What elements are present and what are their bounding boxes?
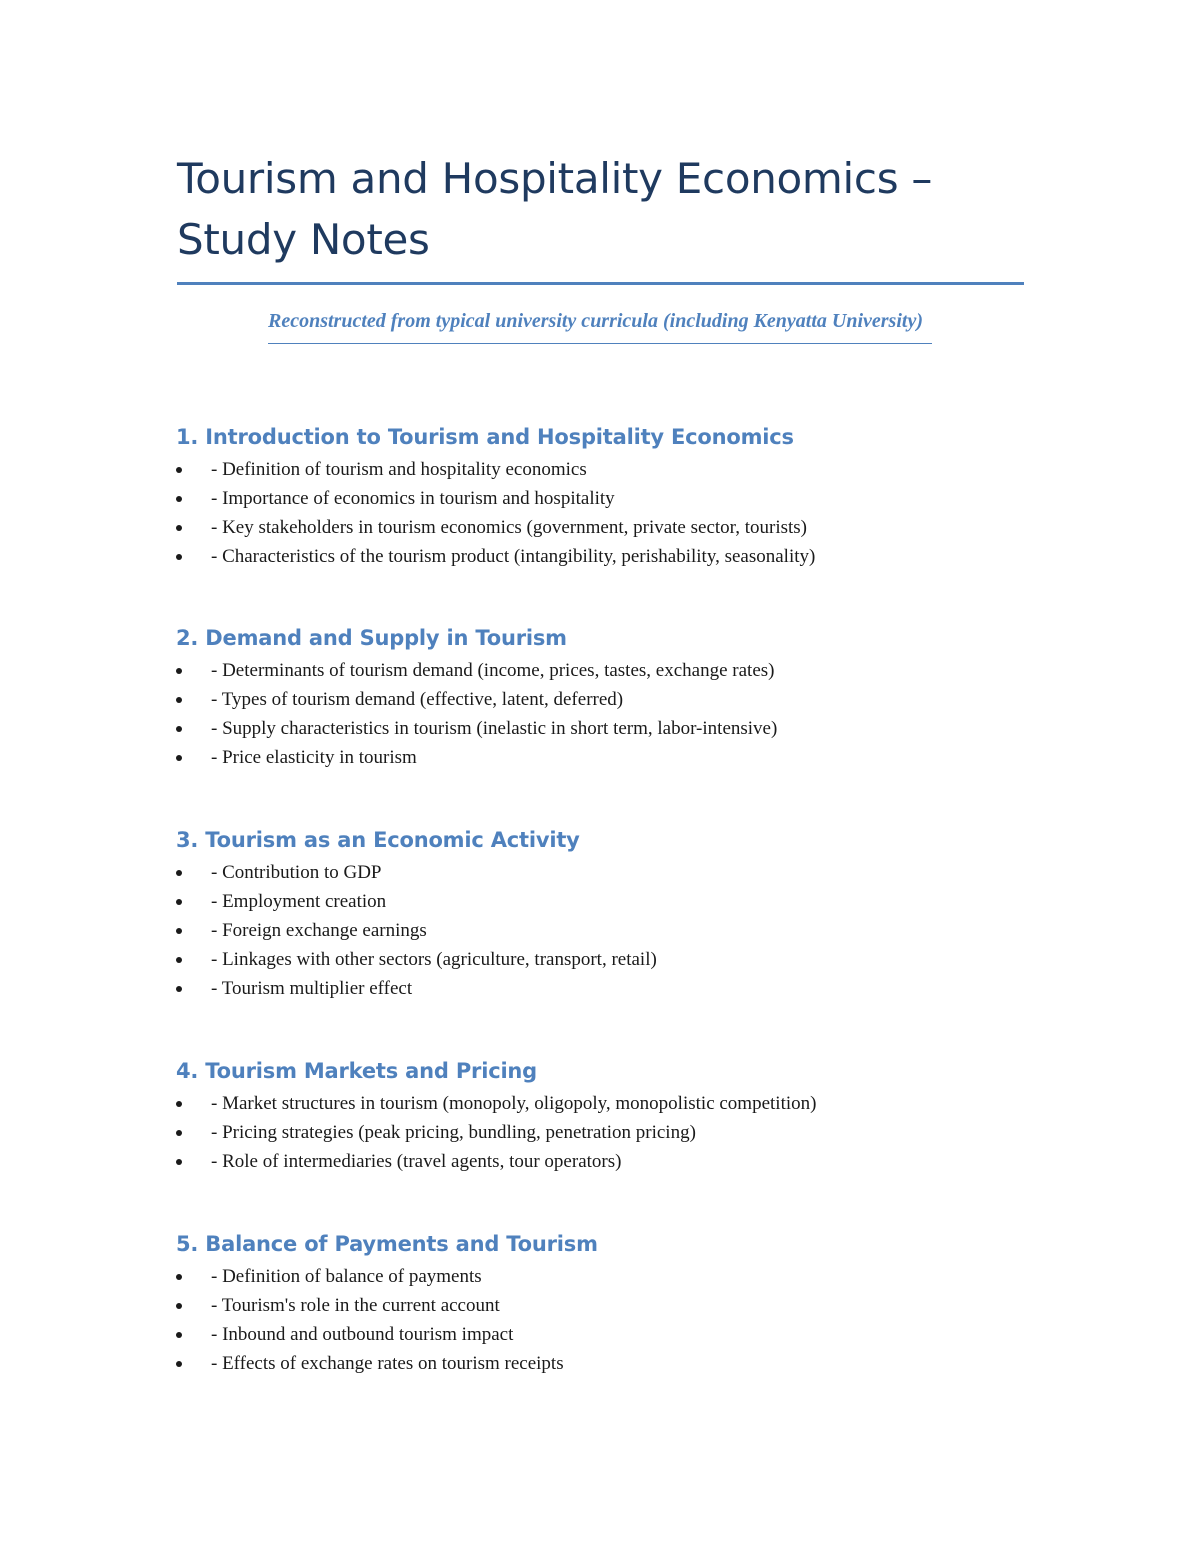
list-item bbox=[176, 714, 1036, 743]
list-item-text: - Role of intermediaries (travel agents, tour operators) bbox=[211, 1151, 622, 1172]
list-item bbox=[176, 1320, 1036, 1349]
document-title bbox=[177, 148, 1024, 270]
list-item bbox=[176, 484, 1036, 513]
list-item-text: - Foreign exchange earnings bbox=[211, 920, 427, 941]
bullet-icon bbox=[176, 467, 182, 473]
title-block bbox=[177, 148, 1024, 285]
list-item bbox=[176, 685, 1036, 714]
bullet-icon bbox=[176, 1274, 182, 1280]
section-demand-supply bbox=[176, 624, 1036, 772]
section-markets-pricing bbox=[176, 1057, 1036, 1176]
bullet-icon bbox=[176, 928, 182, 934]
bullet-icon bbox=[176, 525, 182, 531]
list-item-text: - Types of tourism demand (effective, latent, deferred) bbox=[211, 689, 624, 710]
subtitle-block bbox=[268, 307, 932, 344]
bullet-icon bbox=[176, 1361, 182, 1367]
list-item-text: - Characteristics of the tourism product (intangibility, perishability, seasonality) bbox=[211, 546, 816, 567]
bullet-icon bbox=[176, 1101, 182, 1107]
list-item bbox=[176, 1147, 1036, 1176]
bullet-icon bbox=[176, 496, 182, 502]
list-item bbox=[176, 858, 1036, 887]
document-subtitle: Reconstructed from typical university curricula (including Kenyatta University) bbox=[268, 310, 923, 332]
list-item-text: - Key stakeholders in tourism economics (government, private sector, tourists) bbox=[211, 517, 808, 538]
list-item bbox=[176, 1262, 1036, 1291]
section-heading: 1. Introduction to Tourism and Hospitality Economics bbox=[176, 425, 794, 449]
list-item-text: - Effects of exchange rates on tourism receipts bbox=[211, 1353, 564, 1374]
bullet-icon bbox=[176, 726, 182, 732]
list-item bbox=[176, 656, 1036, 685]
bullet-icon bbox=[176, 870, 182, 876]
subtitle-divider bbox=[268, 343, 932, 344]
bullet-list bbox=[176, 858, 1036, 1003]
bullet-list bbox=[176, 1262, 1036, 1378]
bullet-icon bbox=[176, 697, 182, 703]
list-item-text: - Importance of economics in tourism and hospitality bbox=[211, 488, 615, 509]
section-heading: 3. Tourism as an Economic Activity bbox=[176, 828, 580, 852]
list-item bbox=[176, 916, 1036, 945]
list-item-text: - Market structures in tourism (monopoly, oligopoly, monopolistic competition) bbox=[211, 1093, 817, 1114]
list-item bbox=[176, 455, 1036, 484]
bullet-icon bbox=[176, 668, 182, 674]
bullet-icon bbox=[176, 554, 182, 560]
list-item bbox=[176, 743, 1036, 772]
list-item bbox=[176, 974, 1036, 1003]
bullet-list bbox=[176, 656, 1036, 772]
section-introduction bbox=[176, 423, 1036, 571]
list-item-text: - Tourism multiplier effect bbox=[211, 978, 413, 999]
section-heading: 2. Demand and Supply in Tourism bbox=[176, 626, 567, 650]
list-item bbox=[176, 1089, 1036, 1118]
list-item-text: - Definition of balance of payments bbox=[211, 1266, 482, 1287]
list-item-text: - Pricing strategies (peak pricing, bundling, penetration pricing) bbox=[211, 1122, 696, 1143]
list-item bbox=[176, 513, 1036, 542]
bullet-icon bbox=[176, 755, 182, 761]
list-item bbox=[176, 542, 1036, 571]
bullet-icon bbox=[176, 1332, 182, 1338]
bullet-icon bbox=[176, 1130, 182, 1136]
bullet-list bbox=[176, 1089, 1036, 1176]
bullet-icon bbox=[176, 1159, 182, 1165]
list-item bbox=[176, 1349, 1036, 1378]
document-title-line-1: Tourism and Hospitality Economics – bbox=[177, 154, 933, 203]
section-heading: 4. Tourism Markets and Pricing bbox=[176, 1059, 538, 1083]
section-heading: 5. Balance of Payments and Tourism bbox=[176, 1232, 598, 1256]
bullet-icon bbox=[176, 1303, 182, 1309]
list-item bbox=[176, 1291, 1036, 1320]
list-item-text: - Inbound and outbound tourism impact bbox=[211, 1324, 514, 1345]
title-divider bbox=[177, 282, 1024, 285]
bullet-list bbox=[176, 455, 1036, 571]
list-item-text: - Supply characteristics in tourism (inelastic in short term, labor-intensive) bbox=[211, 718, 778, 739]
list-item bbox=[176, 945, 1036, 974]
section-balance-of-payments bbox=[176, 1230, 1036, 1378]
section-economic-activity bbox=[176, 826, 1036, 1003]
list-item-text: - Linkages with other sectors (agriculture, transport, retail) bbox=[211, 949, 657, 970]
list-item-text: - Tourism's role in the current account bbox=[211, 1295, 500, 1316]
list-item-text: - Definition of tourism and hospitality economics bbox=[211, 459, 587, 480]
list-item-text: - Determinants of tourism demand (income, prices, tastes, exchange rates) bbox=[211, 660, 775, 681]
bullet-icon bbox=[176, 899, 182, 905]
list-item bbox=[176, 1118, 1036, 1147]
list-item-text: - Price elasticity in tourism bbox=[211, 747, 417, 768]
list-item-text: - Contribution to GDP bbox=[211, 862, 382, 883]
list-item bbox=[176, 887, 1036, 916]
bullet-icon bbox=[176, 986, 182, 992]
list-item-text: - Employment creation bbox=[211, 891, 387, 912]
bullet-icon bbox=[176, 957, 182, 963]
document-title-line-2: Study Notes bbox=[177, 215, 430, 264]
